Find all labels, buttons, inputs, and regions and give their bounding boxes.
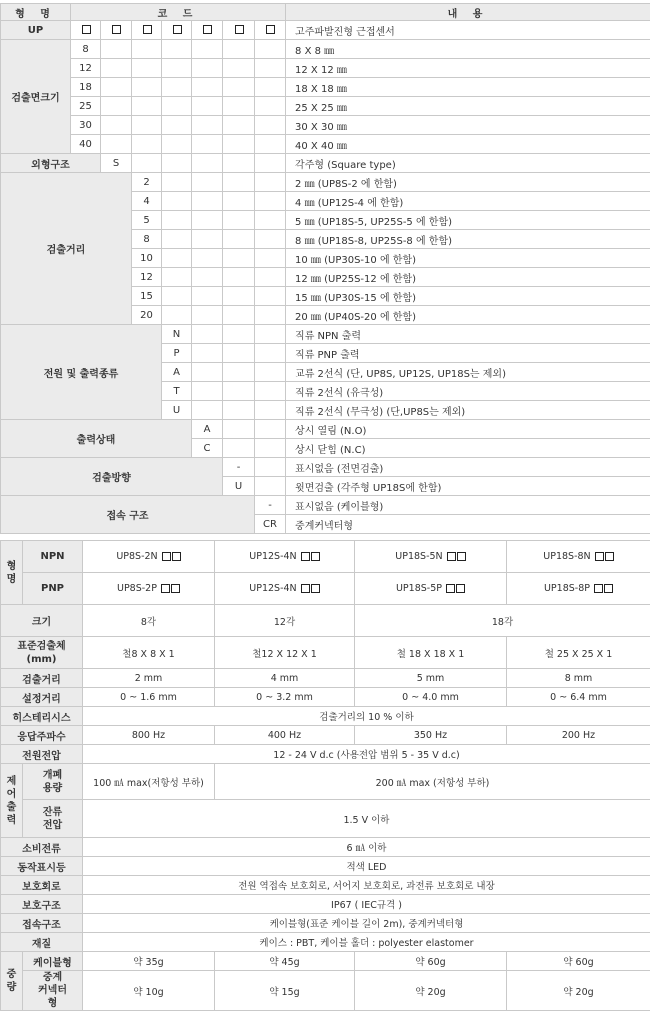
residual-label: 잔류 전압 bbox=[23, 800, 83, 838]
code-box bbox=[132, 21, 162, 40]
model-code-table bbox=[0, 3, 650, 534]
switching-value: 100 ㎃ max(저항성 부하) bbox=[83, 764, 215, 800]
detect-distance-code: 2 bbox=[132, 173, 162, 192]
response-freq-value: 200 Hz bbox=[507, 726, 650, 745]
detect-size-content: 40 X 40 ㎜ bbox=[286, 135, 650, 154]
npn-model: UP18S-8N bbox=[507, 541, 650, 573]
weight-cable-value: 약 60g bbox=[507, 952, 650, 971]
connection-code: CR bbox=[255, 515, 286, 534]
detect-distance-code: 5 bbox=[132, 211, 162, 230]
code-box bbox=[255, 21, 286, 40]
response-freq-value: 400 Hz bbox=[215, 726, 355, 745]
output-state-code: A bbox=[192, 420, 223, 439]
weight-connector-value: 약 15g bbox=[215, 971, 355, 1011]
weight-connector-value: 약 20g bbox=[355, 971, 507, 1011]
detect-distance-content: 4 ㎜ (UP12S-4 에 한함) bbox=[286, 192, 650, 211]
std-target-value: 철 18 X 18 X 1 bbox=[355, 637, 507, 669]
detect-size-code: 18 bbox=[71, 78, 101, 97]
hysteresis-value: 검출거리의 10 % 이하 bbox=[83, 707, 650, 726]
size-value: 18각 bbox=[355, 605, 650, 637]
detect-distance-code: 4 bbox=[132, 192, 162, 211]
switching-label: 개폐 용량 bbox=[23, 764, 83, 800]
weight-connector-value: 약 20g bbox=[507, 971, 650, 1011]
npn-model: UP8S-2N bbox=[83, 541, 215, 573]
code-box bbox=[101, 21, 132, 40]
code-box bbox=[162, 21, 192, 40]
pnp-label: PNP bbox=[23, 573, 83, 605]
npn-model: UP12S-4N bbox=[215, 541, 355, 573]
code-box bbox=[71, 21, 101, 40]
power-output-code: P bbox=[162, 344, 192, 363]
size-value: 12각 bbox=[215, 605, 355, 637]
switching-value: 200 ㎃ max (저항성 부하) bbox=[215, 764, 650, 800]
connection-structure-label: 접속구조 bbox=[1, 914, 83, 933]
power-output-content: 직류 2선식 (유극성) bbox=[286, 382, 650, 401]
detect-size-code: 25 bbox=[71, 97, 101, 116]
protection-circuit-value: 전원 역접속 보호회로, 서어지 보호회로, 과전류 보호회로 내장 bbox=[83, 876, 650, 895]
header-type: 형 명 bbox=[1, 4, 71, 21]
output-state-content: 상시 닫힘 (N.C) bbox=[286, 439, 650, 458]
size-label: 크기 bbox=[1, 605, 83, 637]
connection-label: 접속 구조 bbox=[1, 496, 255, 534]
detect-size-content: 18 X 18 ㎜ bbox=[286, 78, 650, 97]
pnp-model: UP12S-4N bbox=[215, 573, 355, 605]
current-label: 소비전류 bbox=[1, 838, 83, 857]
response-freq-value: 800 Hz bbox=[83, 726, 215, 745]
set-distance-value: 0 ~ 1.6 mm bbox=[83, 688, 215, 707]
hysteresis-label: 히스테리시스 bbox=[1, 707, 83, 726]
protection-structure-value: IP67 ( IEC규격 ) bbox=[83, 895, 650, 914]
detect-distance-spec-value: 2 mm bbox=[83, 669, 215, 688]
supply-voltage-label: 전원전압 bbox=[1, 745, 83, 764]
connection-content: 중계커넥터형 bbox=[286, 515, 650, 534]
detect-distance-code: 15 bbox=[132, 287, 162, 306]
material-label: 재질 bbox=[1, 933, 83, 952]
detect-direction-label: 검출방향 bbox=[1, 458, 223, 496]
pnp-model: UP18S-5P bbox=[355, 573, 507, 605]
indicator-label: 동작표시등 bbox=[1, 857, 83, 876]
detect-distance-spec-value: 5 mm bbox=[355, 669, 507, 688]
response-freq-label: 응답주파수 bbox=[1, 726, 83, 745]
supply-voltage-value: 12 - 24 V d.c (사용전압 범위 5 - 35 V d.c) bbox=[83, 745, 650, 764]
detect-distance-code: 10 bbox=[132, 249, 162, 268]
pnp-model: UP18S-8P bbox=[507, 573, 650, 605]
set-distance-value: 0 ~ 6.4 mm bbox=[507, 688, 650, 707]
protection-structure-label: 보호구조 bbox=[1, 895, 83, 914]
weight-cable-value: 약 35g bbox=[83, 952, 215, 971]
detect-distance-content: 12 ㎜ (UP25S-12 에 한함) bbox=[286, 268, 650, 287]
weight-cable-label: 케이블형 bbox=[23, 952, 83, 971]
material-value: 케이스 : PBT, 케이블 홀더 : polyester elastomer bbox=[83, 933, 650, 952]
detect-direction-code: - bbox=[223, 458, 255, 477]
up-content: 고주파발진형 근접센서 bbox=[286, 21, 650, 40]
power-output-code: U bbox=[162, 401, 192, 420]
detect-size-code: 8 bbox=[71, 40, 101, 59]
connection-structure-value: 케이블형(표준 케이블 길이 2m), 중계커넥터형 bbox=[83, 914, 650, 933]
std-target-value: 철8 X 8 X 1 bbox=[83, 637, 215, 669]
std-target-value: 철12 X 12 X 1 bbox=[215, 637, 355, 669]
detect-size-content: 25 X 25 ㎜ bbox=[286, 97, 650, 116]
model-label: 형 명 bbox=[1, 541, 23, 605]
header-code: 코 드 bbox=[71, 4, 286, 21]
output-state-content: 상시 열림 (N.O) bbox=[286, 420, 650, 439]
detect-size-label: 검출면크기 bbox=[1, 40, 71, 154]
detect-distance-content: 20 ㎜ (UP40S-20 에 한함) bbox=[286, 306, 650, 325]
weight-connector-label: 중계 커넥터형 bbox=[23, 971, 83, 1011]
detect-direction-code: U bbox=[223, 477, 255, 496]
protection-circuit-label: 보호회로 bbox=[1, 876, 83, 895]
detect-distance-code: 20 bbox=[132, 306, 162, 325]
power-output-content: 직류 2선식 (무극성) (단,UP8S는 제외) bbox=[286, 401, 650, 420]
code-box bbox=[223, 21, 255, 40]
weight-label: 중량 bbox=[1, 952, 23, 1011]
std-target-value: 철 25 X 25 X 1 bbox=[507, 637, 650, 669]
set-distance-label: 설정거리 bbox=[1, 688, 83, 707]
detect-distance-content: 10 ㎜ (UP30S-10 에 한함) bbox=[286, 249, 650, 268]
detect-distance-spec-value: 8 mm bbox=[507, 669, 650, 688]
spec-table bbox=[0, 540, 650, 1011]
header-content: 내 용 bbox=[286, 4, 650, 21]
detect-distance-code: 8 bbox=[132, 230, 162, 249]
code-box bbox=[192, 21, 223, 40]
set-distance-value: 0 ~ 4.0 mm bbox=[355, 688, 507, 707]
connection-code: - bbox=[255, 496, 286, 515]
weight-cable-value: 약 60g bbox=[355, 952, 507, 971]
output-state-label: 출력상태 bbox=[1, 420, 192, 458]
residual-value: 1.5 V 이하 bbox=[83, 800, 650, 838]
detect-size-code: 40 bbox=[71, 135, 101, 154]
detect-size-code: 12 bbox=[71, 59, 101, 78]
power-output-code: A bbox=[162, 363, 192, 382]
shape-code: S bbox=[101, 154, 132, 173]
indicator-value: 적색 LED bbox=[83, 857, 650, 876]
response-freq-value: 350 Hz bbox=[355, 726, 507, 745]
weight-connector-value: 약 10g bbox=[83, 971, 215, 1011]
power-output-content: 직류 NPN 출력 bbox=[286, 325, 650, 344]
detect-distance-content: 2 ㎜ (UP8S-2 에 한함) bbox=[286, 173, 650, 192]
detect-distance-code: 12 bbox=[132, 268, 162, 287]
detect-distance-label: 검출거리 bbox=[1, 173, 132, 325]
detect-distance-content: 15 ㎜ (UP30S-15 에 한함) bbox=[286, 287, 650, 306]
npn-label: NPN bbox=[23, 541, 83, 573]
shape-content: 각주형 (Square type) bbox=[286, 154, 650, 173]
std-target-label: 표준검출체 (mm) bbox=[1, 637, 83, 669]
power-output-content: 직류 PNP 출력 bbox=[286, 344, 650, 363]
current-value: 6 ㎃ 이하 bbox=[83, 838, 650, 857]
detect-distance-content: 5 ㎜ (UP18S-5, UP25S-5 에 한함) bbox=[286, 211, 650, 230]
detect-size-code: 30 bbox=[71, 116, 101, 135]
output-state-code: C bbox=[192, 439, 223, 458]
detect-size-content: 12 X 12 ㎜ bbox=[286, 59, 650, 78]
control-output-label: 제어 출력 bbox=[1, 764, 23, 838]
power-output-code: T bbox=[162, 382, 192, 401]
pnp-model: UP8S-2P bbox=[83, 573, 215, 605]
detect-distance-spec-value: 4 mm bbox=[215, 669, 355, 688]
size-value: 8각 bbox=[83, 605, 215, 637]
detect-distance-content: 8 ㎜ (UP18S-8, UP25S-8 에 한함) bbox=[286, 230, 650, 249]
detect-distance-spec-label: 검출거리 bbox=[1, 669, 83, 688]
power-output-content: 교류 2선식 (단, UP8S, UP12S, UP18S는 제외) bbox=[286, 363, 650, 382]
detect-size-content: 30 X 30 ㎜ bbox=[286, 116, 650, 135]
connection-content: 표시없음 (케이블형) bbox=[286, 496, 650, 515]
detect-size-content: 8 X 8 ㎜ bbox=[286, 40, 650, 59]
weight-cable-value: 약 45g bbox=[215, 952, 355, 971]
detect-direction-content: 윗면검출 (각주형 UP18S에 한함) bbox=[286, 477, 650, 496]
power-output-code: N bbox=[162, 325, 192, 344]
detect-direction-content: 표시없음 (전면검출) bbox=[286, 458, 650, 477]
set-distance-value: 0 ~ 3.2 mm bbox=[215, 688, 355, 707]
npn-model: UP18S-5N bbox=[355, 541, 507, 573]
shape-label: 외형구조 bbox=[1, 154, 101, 173]
power-output-label: 전원 및 출력종류 bbox=[1, 325, 162, 420]
up-label: UP bbox=[1, 21, 71, 40]
